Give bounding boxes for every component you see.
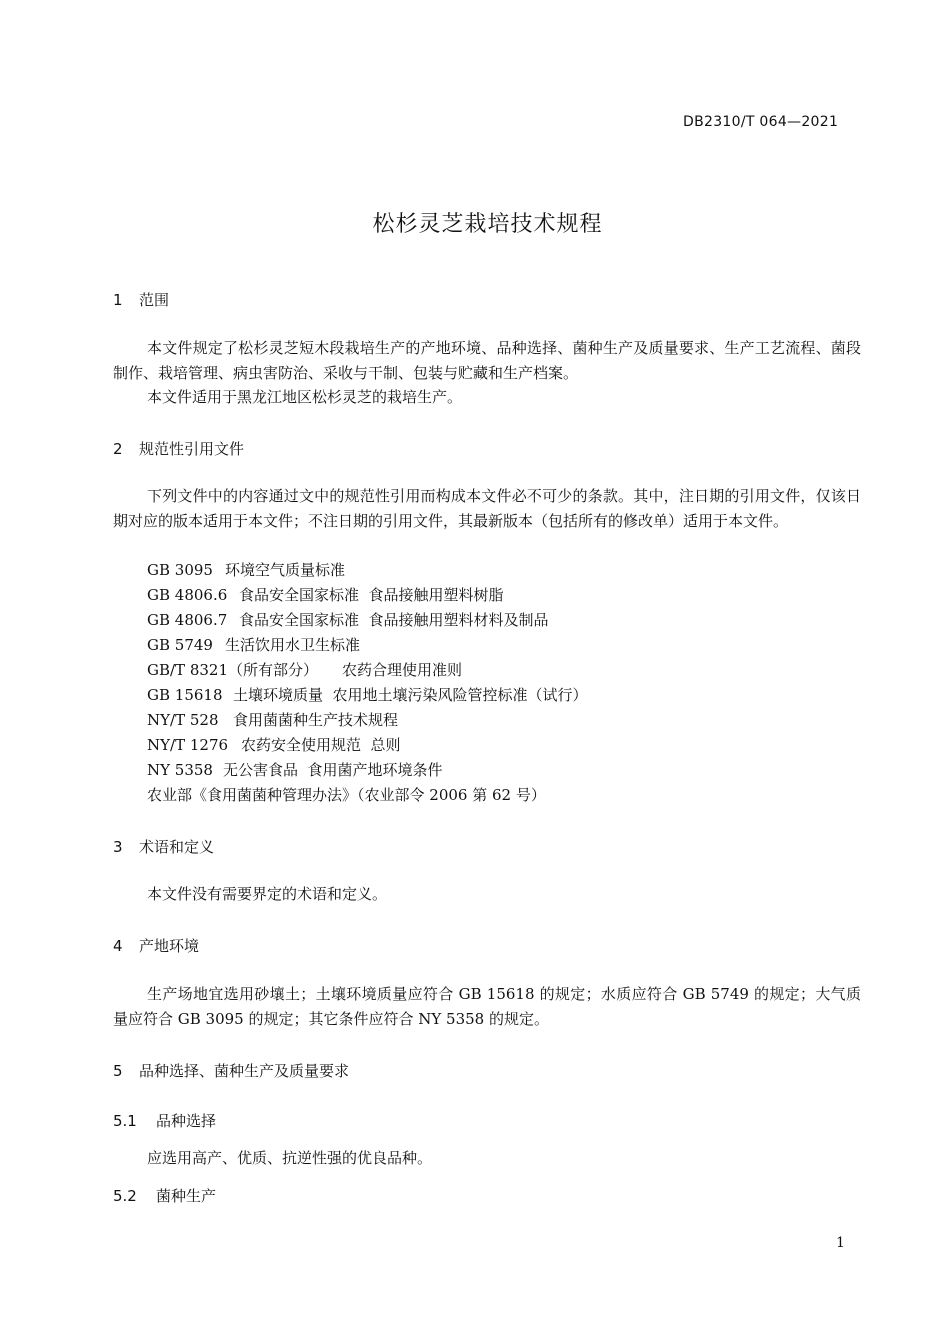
reference-item: [147, 734, 401, 755]
reference-item: [147, 684, 588, 705]
section-number: 2: [113, 440, 123, 458]
section-number: 3: [113, 838, 123, 856]
section-title: 菌种生产: [156, 1187, 217, 1205]
reference-code: GB 4806.7: [147, 611, 228, 629]
reference-name: 食品安全国家标准 食品接触用塑料树脂: [239, 586, 504, 604]
reference-code: NY 5358: [147, 761, 213, 779]
section-5-heading: [113, 1060, 349, 1081]
section-title: 规范性引用文件: [139, 440, 245, 458]
section-title: 产地环境: [139, 937, 200, 955]
reference-item: [147, 759, 443, 780]
section-title: 术语和定义: [139, 838, 215, 856]
reference-name: 食用菌菌种生产技术规程: [233, 711, 399, 729]
section-number: 4: [113, 937, 123, 955]
section-5-1-paragraph: 应选用高产、优质、抗逆性强的优良品种。: [147, 1149, 433, 1167]
reference-item: [147, 709, 398, 730]
document-title: 松杉灵芝栽培技术规程: [372, 212, 603, 237]
reference-name: 食品安全国家标准 食品接触用塑料材料及制品: [239, 611, 549, 629]
reference-name: 环境空气质量标准: [225, 561, 346, 579]
section-title: 范围: [139, 291, 170, 309]
section-2-heading: [113, 438, 244, 459]
reference-code: GB/T 8321（所有部分）: [147, 661, 319, 679]
reference-code: NY/T 1276: [147, 736, 229, 754]
reference-name: 农业部《食用菌菌种管理办法》（农业部令 2006 第 62 号）: [147, 786, 546, 804]
document-number: DB2310/T 064—2021: [683, 114, 839, 130]
reference-name: 农药安全使用规范 总则: [241, 736, 401, 754]
reference-item: [147, 634, 360, 655]
reference-item: [147, 609, 549, 630]
reference-item: [147, 584, 504, 605]
section-1-paragraph-2: 本文件适用于黑龙江地区松杉灵芝的栽培生产。: [147, 388, 463, 406]
reference-item: [147, 784, 546, 805]
section-title: 品种选择: [156, 1112, 217, 1130]
reference-item: [147, 559, 345, 580]
reference-code: GB 15618: [147, 686, 223, 704]
page-number: 1: [836, 1235, 845, 1251]
section-title: 品种选择、菌种生产及质量要求: [139, 1062, 350, 1080]
section-1-paragraph-1: 本文件规定了松杉灵芝短木段栽培生产的产地环境、品种选择、菌种生产及质量要求、生产工艺流程、菌段制作、栽培管理、病虫害防治、采收与干制、包装与贮藏和生产档案。: [113, 339, 861, 382]
section-3-heading: [113, 836, 214, 857]
reference-code: NY/T 528: [147, 711, 219, 729]
reference-code: GB 4806.6: [147, 586, 228, 604]
reference-item: [147, 659, 462, 680]
section-4-paragraph: 生产场地宜选用砂壤土；土壤环境质量应符合 GB 15618 的规定；水质应符合 GB 5749 的规定；大气质量应符合 GB 3095 的规定；其它条件应符合 NY 5358 的规定。: [113, 985, 861, 1028]
section-5-1-heading: [113, 1110, 216, 1131]
section-5-2-heading: [113, 1185, 216, 1206]
reference-name: 土壤环境质量 农用地土壤污染风险管控标准（试行）: [233, 686, 588, 704]
section-number: 5.1: [113, 1112, 137, 1130]
reference-code: GB 5749: [147, 636, 213, 654]
section-2-intro: 下列文件中的内容通过文中的规范性引用而构成本文件必不可少的条款。其中，注日期的引用文件，仅该日期对应的版本适用于本文件；不注日期的引用文件，其最新版本（包括所有的修改单）适用于本文件。: [113, 487, 861, 530]
section-number: 5: [113, 1062, 123, 1080]
section-number: 5.2: [113, 1187, 137, 1205]
section-1-heading: [113, 289, 169, 310]
section-4-heading: [113, 935, 199, 956]
reference-name: 生活饮用水卫生标准: [225, 636, 361, 654]
section-number: 1: [113, 291, 123, 309]
reference-code: GB 3095: [147, 561, 213, 579]
reference-name: 农药合理使用准则: [342, 661, 463, 679]
reference-name: 无公害食品 食用菌产地环境条件: [223, 761, 443, 779]
section-3-paragraph: 本文件没有需要界定的术语和定义。: [147, 885, 388, 903]
